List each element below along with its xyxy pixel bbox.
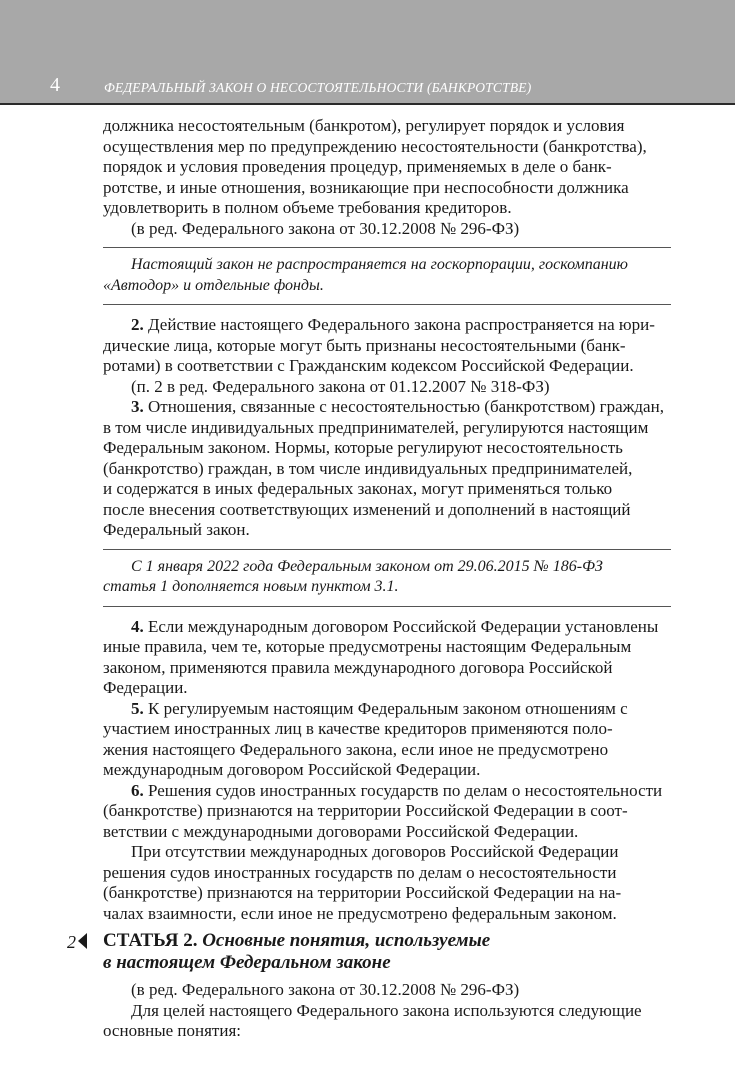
header-rule <box>0 103 735 105</box>
clause-text: Отношения, связанные с несостоятельностью (банкротством) граждан, в том числе индивидуальных предпринимателей, регулируются настоящим Федеральным законом. Нормы, которые регулируют несостоятельность (банкротство) граждан, в том числе индивидуальных предпринимателей, и содержатся в иных федеральных законах, могут применяться только после внесения соответствующих изменений и дополнений в настоящий Федеральный закон. <box>103 397 664 539</box>
clause-6 <box>103 781 671 843</box>
triangle-marker-icon <box>78 933 87 949</box>
clause-number: 4. <box>131 616 144 636</box>
clause-3 <box>103 397 671 541</box>
clause-number: 3. <box>131 397 144 416</box>
article-title-line2: в настоящем Федеральном законе <box>103 952 391 973</box>
editorial-note: Настоящий закон не распространяется на госкорпорации, госкомпанию «Автодор» и отдельные фонды. <box>103 247 671 305</box>
editorial-note: С 1 января 2022 года Федеральным законом от 29.06.2015 № 186-ФЗ статья 1 дополняется новым пунктом 3.1. <box>103 549 671 607</box>
article-heading <box>67 930 671 952</box>
article-intro: Для целей настоящего Федерального закона используются следующие основные понятия: <box>103 1000 642 1040</box>
clause-4 <box>103 617 671 699</box>
clause-text: Если международным договором Российской Федерации установлены иные правила, чем те, которые предусмотрены настоящим Федеральным законом, применяются правила международного договора Российской Федерации. <box>103 616 659 697</box>
running-head: ФЕДЕРАЛЬНЫЙ ЗАКОН О НЕСОСТОЯТЕЛЬНОСТИ (БАНКРОТСТВЕ) <box>104 80 532 95</box>
clause-number: 6. <box>131 780 144 800</box>
article-title-line1: Основные понятия, используемые <box>202 930 491 951</box>
clause-text: Решения судов иностранных государств по делам о несостоятельности (банкротстве) признаются на территории Российской Федерации в соот- ветствии с международными договорами Российской Федерации. <box>103 780 663 841</box>
clause-number: 5. <box>131 698 144 718</box>
clause-2 <box>103 315 671 377</box>
clause-text: К регулируемым настоящим Федеральным законом отношениям с участием иностранных лиц в качестве кредиторов применяются поло- жения настоящего Федерального закона, если иное не предусмотрено международным договором Российской Федерации. <box>103 698 628 779</box>
paragraph-intro: должника несостоятельным (банкротом), регулирует порядок и условия осуществления мер по предупреждению несостоятельности (банкротства), порядок и условия проведения процедур, применяемых в деле о банк- ротстве, и иные отношения, возникающие при неспособности должника удовлетворить в полном объеме требования кредиторов. <box>103 116 647 217</box>
clause-text: Действие настоящего Федерального закона распространяется на юри- дические лица, которые могут быть признаны несостоятельными (банк- ротами) в соответствии с Гражданским кодексом Российской Федерации. <box>103 315 655 375</box>
article-label: СТАТЬЯ 2. <box>103 930 198 951</box>
article-marker: 2 <box>67 931 87 953</box>
clause-5 <box>103 699 671 781</box>
page-content <box>67 116 671 1042</box>
page-number: 4 <box>50 74 60 96</box>
amendment-note: (в ред. Федерального закона от 30.12.2008 № 296-ФЗ) <box>131 218 520 238</box>
clause-6-continuation: При отсутствии международных договоров Российской Федерации решения судов иностранных государств по делам о несостоятельности (банкротстве) признаются на территории Российской Федерации на на- чалах взаимности, если иное не предусмотрено федеральным законом. <box>103 842 622 923</box>
amendment-note: (в ред. Федерального закона от 30.12.2008 № 296-ФЗ) <box>131 980 520 999</box>
amendment-note: (п. 2 в ред. Федерального закона от 01.12.2007 № 318-ФЗ) <box>131 376 550 396</box>
clause-number: 2. <box>131 315 144 334</box>
